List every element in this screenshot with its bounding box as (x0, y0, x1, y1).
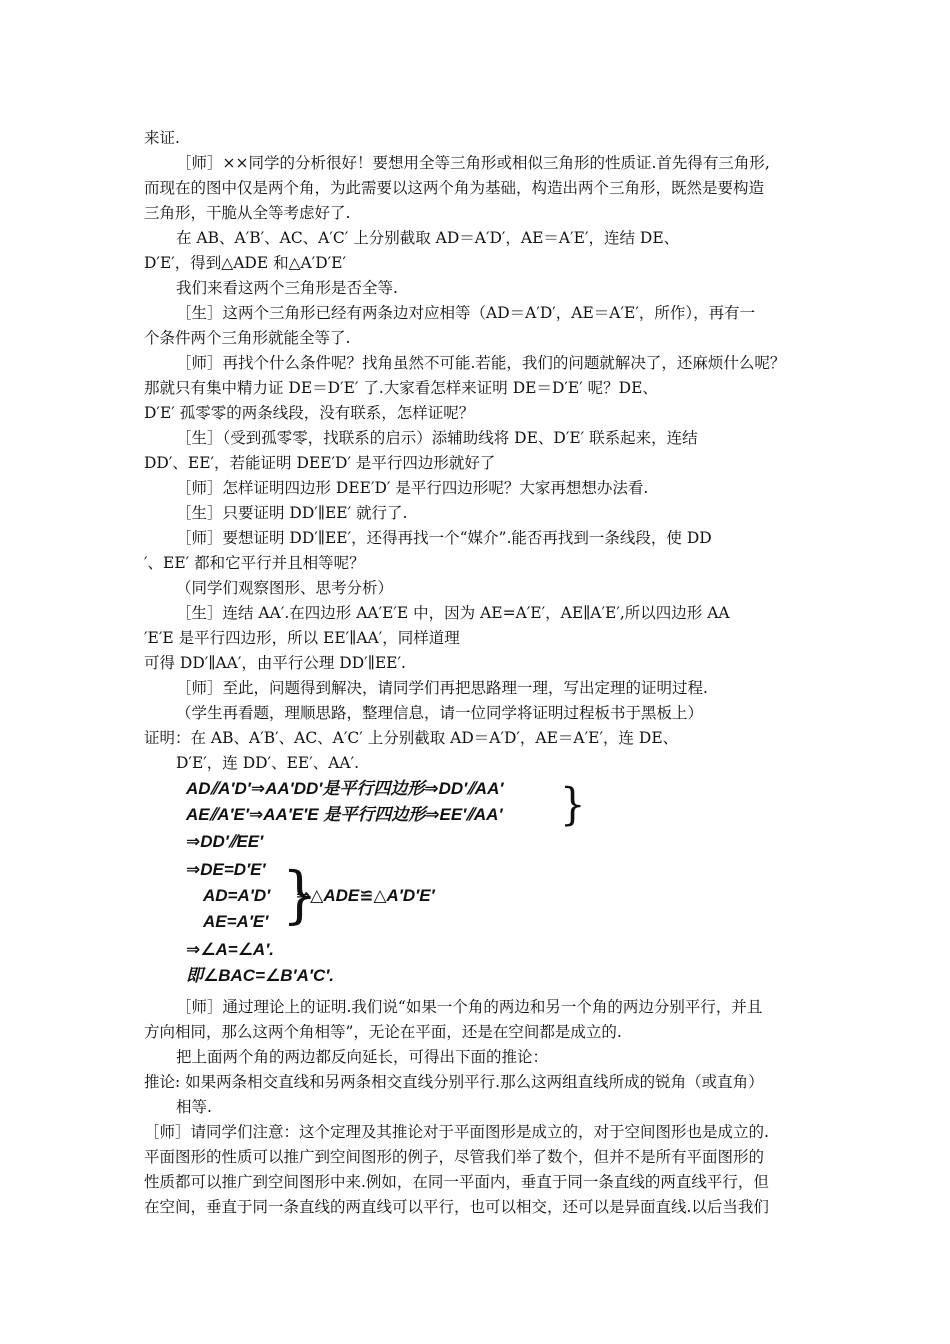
text-line: ′、EE′ 都和它平行并且相等呢？ (144, 554, 365, 572)
text-line: ［师］至此，问题得到解决，请同学们再把思路理一理，写出定理的证明过程. (176, 679, 708, 697)
text-line: 而现在的图中仅是两个角，为此需要以这两个角为基础，构造出两个三角形，既然是要构造 (144, 179, 765, 197)
text-line: 性质都可以推广到空间图形中来.例如，在同一平面内，垂直于同一条直线的两直线平行，但 (144, 1173, 769, 1191)
text-line: （同学们观察图形、思考分析） (176, 579, 394, 597)
text-line: ［师］通过理论上的证明.我们说“如果一个角的两边和另一个角的两边分别平行，并且 (176, 998, 763, 1016)
text-line: 相等. (176, 1098, 212, 1116)
text-line: 我们来看这两个三角形是否全等. (176, 279, 398, 297)
text-line: DD′、EE′，若能证明 DEE′D′ 是平行四边形就好了 (144, 454, 496, 472)
proof-line: AE=A′E′ (203, 912, 269, 931)
text-line: ［生］只要证明 DD′∥EE′ 就行了. (176, 504, 408, 522)
proof-line: ⇒DE=D′E′ (186, 860, 266, 879)
right-brace: } (560, 779, 586, 831)
text-line: ［师］要想证明 DD′∥EE′，还得再找一个“媒介”.能否再找到一条线段，使 DD (176, 529, 712, 547)
proof-line: AD⫽A′D′⇒AA′DD′是平行四边形⇒DD′⫽AA′ (186, 779, 504, 798)
text-line: （学生再看题，理顺思路，整理信息，请一位同学将证明过程板书于黑板上） (176, 704, 704, 722)
text-line: 三角形，干脆从全等考虑好了. (144, 204, 351, 222)
proof-line: ⇒∠A=∠A′. (186, 940, 275, 959)
text-line: 在 AB、A′B′、AC、A′C′ 上分别截取 AD＝A′D′，AE＝A′E′，连结 DE、 (176, 229, 680, 247)
text-line: ［生］（受到孤零零，找联系的启示）添辅助线将 DE、D′E′ 联系起来，连结 (176, 429, 698, 447)
text-line: D′E′，得到△ADE 和△A′D′E′ (144, 254, 346, 272)
text-line: 来证. (144, 129, 180, 147)
text-line: 那就只有集中精力证 DE＝D′E′ 了.大家看怎样来证明 DE＝D′E′ 呢？DE、 (144, 379, 658, 397)
right-brace: } (282, 859, 318, 932)
text-line: 证明：在 AB、A′B′、AC、A′C′ 上分别截取 AD＝A′D′，AE＝A′E′，连 DE、 (144, 729, 679, 747)
text-line: 个条件两个三角形就能全等了. (144, 329, 351, 347)
text-line: ［生］连结 AA′.在四边形 AA′E′E 中，因为 AE=A′E′，AE∥A′E′,所以四边形 AA (176, 604, 730, 622)
text-line: 推论: 如果两条相交直线和另两条相交直线分别平行.那么这两组直线所成的锐角（或直角） (144, 1073, 764, 1091)
proof-line: ⇒△ADE≌△A′D′E′ (296, 886, 435, 905)
text-line: D′E′，连 DD′、EE′、AA′. (176, 754, 360, 772)
text-line: 在空间，垂直于同一条直线的两直线可以平行，也可以相交，还可以是异面直线.以后当我们 (144, 1198, 769, 1216)
text-line: ［师］再找个什么条件呢？找角虽然不可能.若能，我们的问题就解决了，还麻烦什么呢？ (176, 354, 786, 372)
text-line: ′E′E 是平行四边形，所以 EE′∥AA′，同样道理 (144, 629, 460, 647)
text-line: D′E′ 孤零零的两条线段，没有联系，怎样证呢？ (144, 404, 475, 422)
proof-line: 即∠BAC=∠B′A′C′. (186, 966, 335, 985)
text-line: ［生］这两个三角形已经有两条边对应相等（AD＝A′D′，AE＝A′E′，所作），再有一 (176, 304, 756, 322)
proof-line: AE⫽A′E′⇒AA′E′E 是平行四边形⇒EE′⫽AA′ (186, 805, 503, 824)
text-line: ［师］××同学的分析很好！要想用全等三角形或相似三角形的性质证.首先得有三角形, (176, 154, 770, 172)
text-line: 可得 DD′∥AA′，由平行公理 DD′∥EE′. (144, 654, 406, 672)
text-line: ［师］请同学们注意：这个定理及其推论对于平面图形是成立的，对于空间图形也是成立的. (144, 1123, 769, 1141)
text-line: 把上面两个角的两边都反向延长，可得出下面的推论： (176, 1048, 549, 1066)
text-line: ［师］怎样证明四边形 DEE′D′ 是平行四边形呢？大家再想想办法看. (176, 479, 649, 497)
text-line: 方向相同，那么这两个角相等”，无论在平面，还是在空间都是成立的. (144, 1023, 622, 1041)
proof-line: ⇒DD′⫽EE′ (186, 832, 264, 851)
text-line: 平面图形的性质可以推广到空间图形的例子，尽管我们举了数个，但并不是所有平面图形的 (144, 1148, 765, 1166)
proof-line: AD=A′D′ (203, 886, 271, 905)
